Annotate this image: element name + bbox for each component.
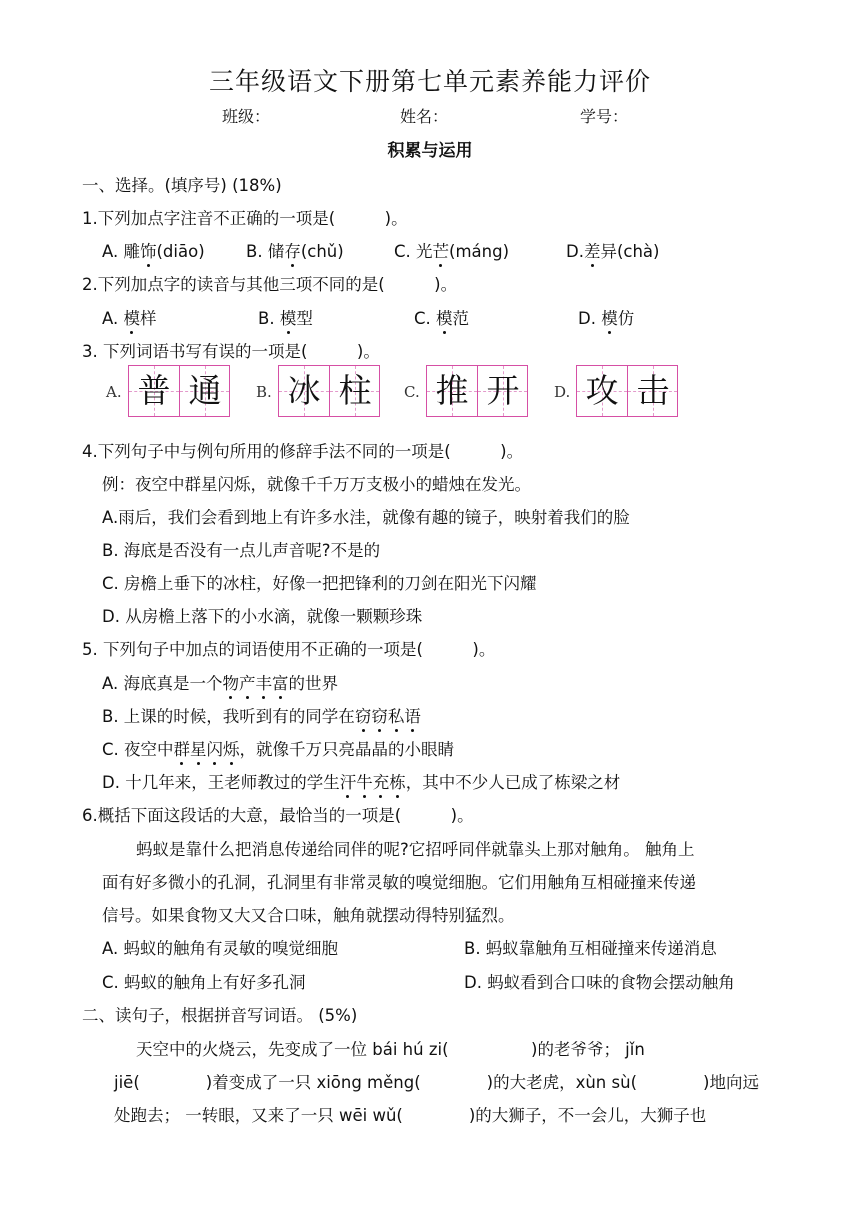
grid-char: 开 (486, 371, 520, 410)
q4-option-a: A.雨后，我们会看到地上有许多水洼，就像有趣的镜子，映射着我们的脸 (102, 508, 630, 527)
class-label: 班级： (222, 107, 271, 126)
grid-char: 普 (137, 371, 171, 410)
q2-option-b: B. 模型 (258, 305, 313, 329)
section-title: 积累与运用 (387, 141, 473, 161)
q6-passage-line-1: 蚂蚁是靠什么把消息传递给同伴的呢?它招呼同伴就靠头上那对触角。 触角上 (136, 840, 695, 859)
q6-stem: 6.概括下面这段话的大意，最恰当的一项是( )。 (82, 806, 474, 825)
q6-option-b: B. 蚂蚁靠触角互相碰撞来传递消息 (464, 939, 717, 958)
q3-stem: 3. 下列词语书写有误的一项是( )。 (82, 342, 380, 361)
q6-option-d: D. 蚂蚁看到合口味的食物会摆动触角 (464, 973, 735, 992)
part2-line-3: 处跑去； 一转眼，又来了一只 wēi wǔ( )的大狮子，不一会儿，大狮子也 (114, 1106, 707, 1125)
q5-stem: 5. 下列句子中加点的词语使用不正确的一项是( )。 (82, 640, 496, 659)
student-id-label: 学号： (580, 107, 629, 126)
grid-char: 击 (636, 371, 670, 410)
q1-option-a: A. 雕饰(diāo) (102, 238, 205, 262)
q1-option-c: C. 光芒(máng) (394, 238, 509, 262)
grid-char: 柱 (338, 371, 372, 410)
grid-char: 推 (435, 371, 469, 410)
q4-option-b: B. 海底是否没有一点儿声音呢?不是的 (102, 541, 381, 560)
tian-grid (278, 365, 380, 417)
part2-heading: 二、读句子，根据拼音写词语。 (5%) (82, 1006, 358, 1025)
name-label: 姓名： (400, 107, 449, 126)
grid-char: 冰 (287, 371, 321, 410)
q5-option-d: D. 十几年来，王老师教过的学生汗牛充栋，其中不少人已成了栋梁之材 (102, 769, 620, 793)
q3-option-a-label: A. (106, 383, 122, 401)
q6-option-a: A. 蚂蚁的触角有灵敏的嗅觉细胞 (102, 939, 338, 958)
grid-char: 通 (188, 371, 222, 410)
q5-option-a: A. 海底真是一个物产丰富的世界 (102, 670, 338, 694)
part2-line-2: jiē( )着变成了一只 xiōng měng( )的大老虎，xùn sù( )地向远 (114, 1073, 759, 1092)
tian-grid (128, 365, 230, 417)
tian-grid (426, 365, 528, 417)
page-title: 三年级语文下册第七单元素养能力评价 (208, 67, 651, 96)
q4-stem: 4.下列句子中与例句所用的修辞手法不同的一项是( )。 (82, 442, 524, 461)
q6-passage-line-2: 面有好多微小的孔洞，孔洞里有非常灵敏的嗅觉细胞。它们用触角互相碰撞来传递 (102, 873, 696, 892)
q3-option-b-label: B. (256, 383, 272, 401)
q1-option-d: D.差异(chà) (566, 238, 659, 262)
q1-option-b: B. 储存(chǔ) (246, 238, 344, 262)
q6-option-c: C. 蚂蚁的触角上有好多孔洞 (102, 973, 306, 992)
q3-option-d-label: D. (554, 383, 571, 401)
q2-option-d: D. 模仿 (578, 305, 634, 329)
tian-grid (576, 365, 678, 417)
q5-option-c: C. 夜空中群星闪烁，就像千万只亮晶晶的小眼睛 (102, 736, 454, 760)
q6-passage-line-3: 信号。如果食物又大又合口味，触角就摆动得特别猛烈。 (102, 906, 515, 925)
q3-option-c-label: C. (404, 383, 420, 401)
q5-option-b: B. 上课的时候，我听到有的同学在窃窃私语 (102, 703, 421, 727)
q4-option-d: D. 从房檐上落下的小水滴，就像一颗颗珍珠 (102, 607, 423, 626)
q2-stem: 2.下列加点字的读音与其他三项不同的是( )。 (82, 275, 458, 294)
q2-option-a: A. 模样 (102, 305, 157, 329)
q1-stem: 1.下列加点字注音不正确的一项是( )。 (82, 209, 408, 228)
grid-char: 攻 (585, 371, 619, 410)
q4-example: 例：夜空中群星闪烁，就像千千万万支极小的蜡烛在发光。 (102, 475, 531, 494)
q2-option-c: C. 模范 (414, 305, 469, 329)
part2-line-1: 天空中的火烧云，先变成了一位 bái hú zi( )的老爷爷； jǐn (136, 1040, 645, 1059)
q4-option-c: C. 房檐上垂下的冰柱，好像一把把锋利的刀剑在阳光下闪耀 (102, 574, 537, 593)
part1-heading: 一、选择。(填序号) (18%) (82, 176, 282, 195)
